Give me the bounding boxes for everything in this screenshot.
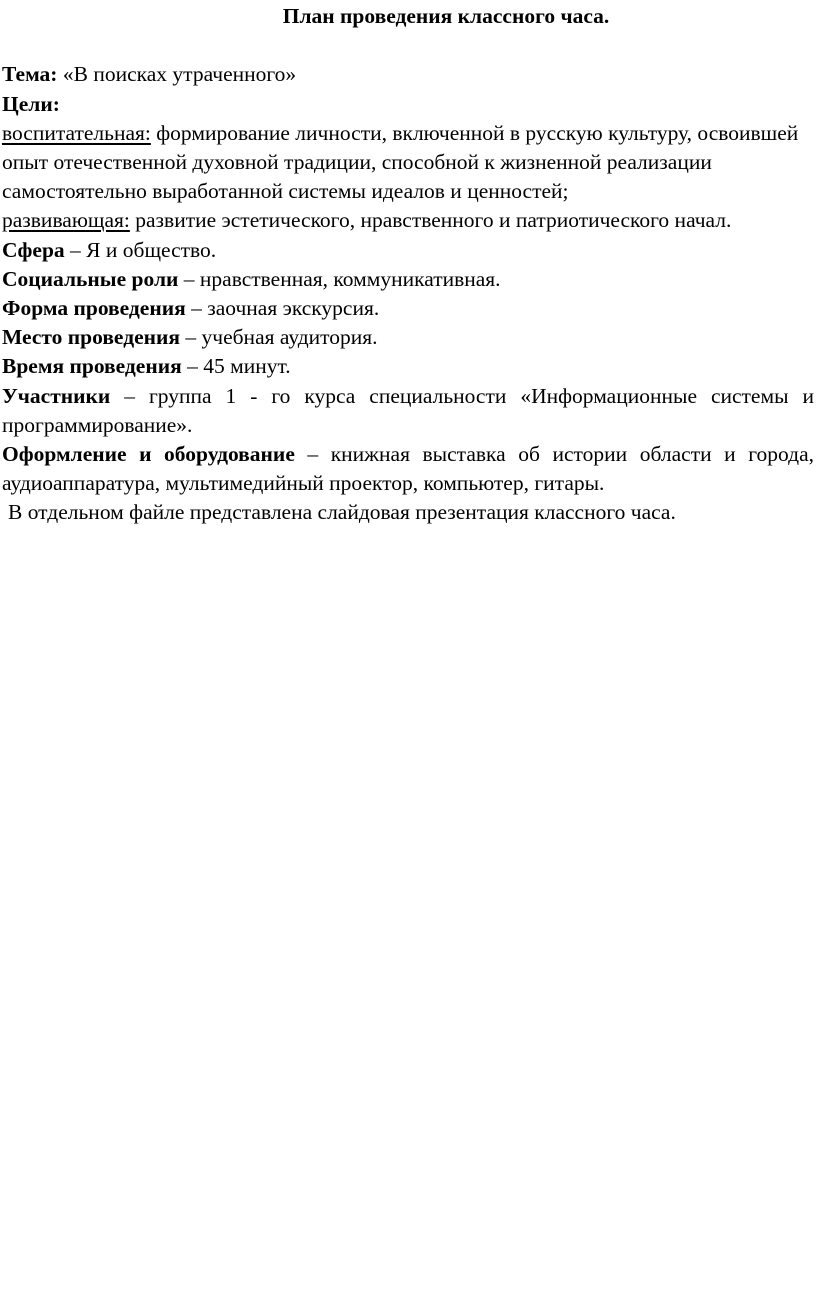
participants-label: Участники — [2, 383, 111, 408]
document-body — [2, 2, 814, 528]
blank-line — [2, 31, 814, 60]
time-text: – 45 минут. — [181, 354, 291, 379]
theme-value: «В поисках утраченного» — [57, 62, 297, 87]
equipment-label: Оформление и оборудование — [2, 442, 295, 467]
social-roles-line — [2, 265, 814, 294]
presentation-note: В отдельном файле представлена слайдовая презентация классного часа. — [8, 500, 676, 525]
form-text: – заочная экскурсия. — [185, 296, 380, 321]
time-line — [2, 352, 814, 381]
developing-goal — [2, 206, 814, 235]
theme-line — [2, 60, 814, 89]
educational-goal-text: формирование личности, включенной в русскую культуру, освоившей опыт отечественной духовной традиции, способной к жизненной реализации самостоятельно выработанной системы идеалов и ценностей; — [2, 120, 799, 204]
sphere-line — [2, 236, 814, 265]
educational-goal — [2, 119, 814, 207]
sphere-text: – Я и общество. — [64, 237, 217, 262]
goals-label: Цели: — [2, 91, 60, 116]
form-label: Форма проведения — [2, 296, 186, 321]
document-title: План проведения классного часа. — [282, 4, 610, 28]
participants-line — [2, 382, 814, 440]
theme-label: Тема: — [2, 62, 58, 87]
goals-heading — [2, 90, 814, 119]
social-roles-text: – нравственная, коммуникативная. — [178, 266, 501, 291]
sphere-label: Сфера — [2, 237, 65, 262]
educational-goal-label: воспитательная: — [2, 120, 151, 145]
place-text: – учебная аудитория. — [180, 325, 378, 350]
social-roles-label: Социальные роли — [2, 266, 179, 291]
time-label: Время проведения — [2, 354, 182, 379]
form-line — [2, 294, 814, 323]
developing-goal-label: развивающая: — [2, 208, 130, 233]
participants-text: – группа 1 - го курса специальности «Информационные системы и программирование». — [2, 383, 814, 437]
place-label: Место проведения — [2, 325, 181, 350]
place-line — [2, 323, 814, 352]
equipment-text: – книжная выставка об истории области и города, аудиоаппаратура, мультимедийный проектор, компьютер, гитары. — [2, 442, 814, 496]
equipment-line — [2, 440, 814, 498]
developing-goal-text: развитие эстетического, нравственного и патриотического начал. — [129, 208, 732, 233]
